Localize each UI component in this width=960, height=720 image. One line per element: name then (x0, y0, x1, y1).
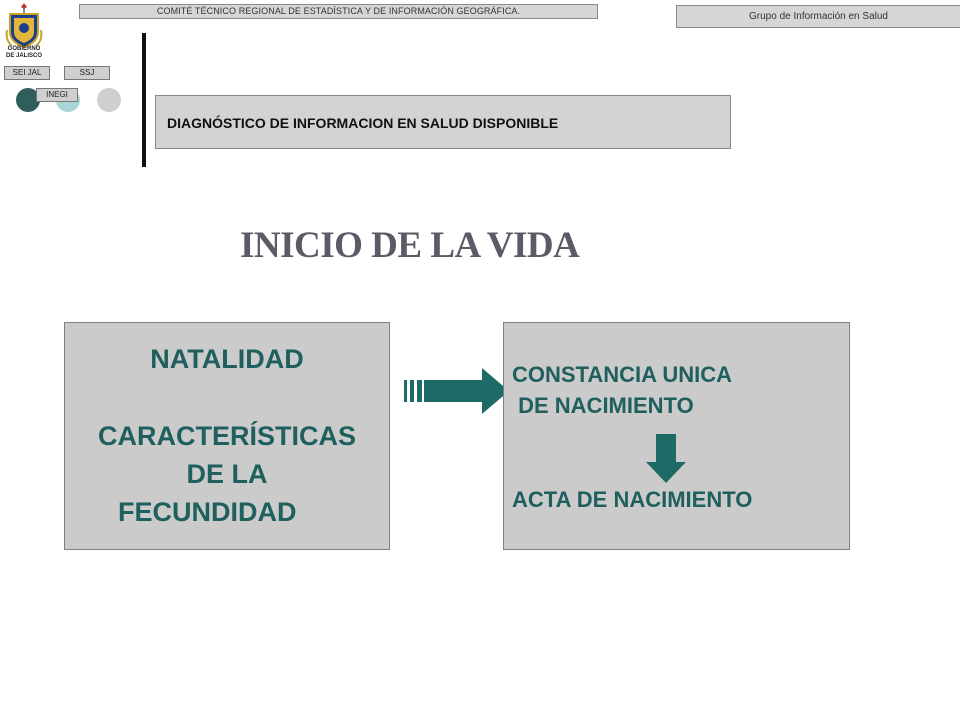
natalidad-box (64, 322, 390, 550)
logo-text-2: DE JALISCO (5, 53, 42, 59)
logo-text-1: GOBIERNO (7, 46, 41, 52)
diagnostic-title: DIAGNÓSTICO DE INFORMACION EN SALUD DISPONIBLE (167, 115, 559, 131)
group-banner: Grupo de Información en Salud (676, 5, 960, 28)
fecundidad-label: FECUNDIDAD (118, 497, 297, 527)
de-nacimiento-label: DE NACIMIENTO (512, 393, 694, 418)
tag-sei-jal: SEI JAL (4, 66, 50, 80)
de-la-label: DE LA (186, 459, 268, 489)
tag-ssj: SSJ (64, 66, 110, 80)
committee-banner: COMITÉ TÉCNICO REGIONAL DE ESTADÍSTICA Y DE INFORMACIÓN GEOGRÁFICA. (79, 4, 598, 19)
gray-circle (97, 88, 121, 112)
page-heading: INICIO DE LA VIDA (240, 225, 580, 266)
caracteristicas-label: CARACTERÍSTICAS (97, 421, 356, 451)
diagnostic-title-box (155, 95, 731, 149)
down-arrow-icon (646, 434, 686, 483)
right-arrow-icon (402, 367, 510, 415)
jalisco-logo (4, 2, 44, 64)
tag-inegi: INEGI (36, 88, 78, 102)
constancia-label: CONSTANCIA UNICA (512, 362, 732, 387)
vertical-divider (142, 33, 146, 167)
natalidad-label: NATALIDAD (150, 344, 304, 374)
acta-box (503, 322, 850, 550)
acta-label: ACTA DE NACIMIENTO (512, 487, 753, 512)
